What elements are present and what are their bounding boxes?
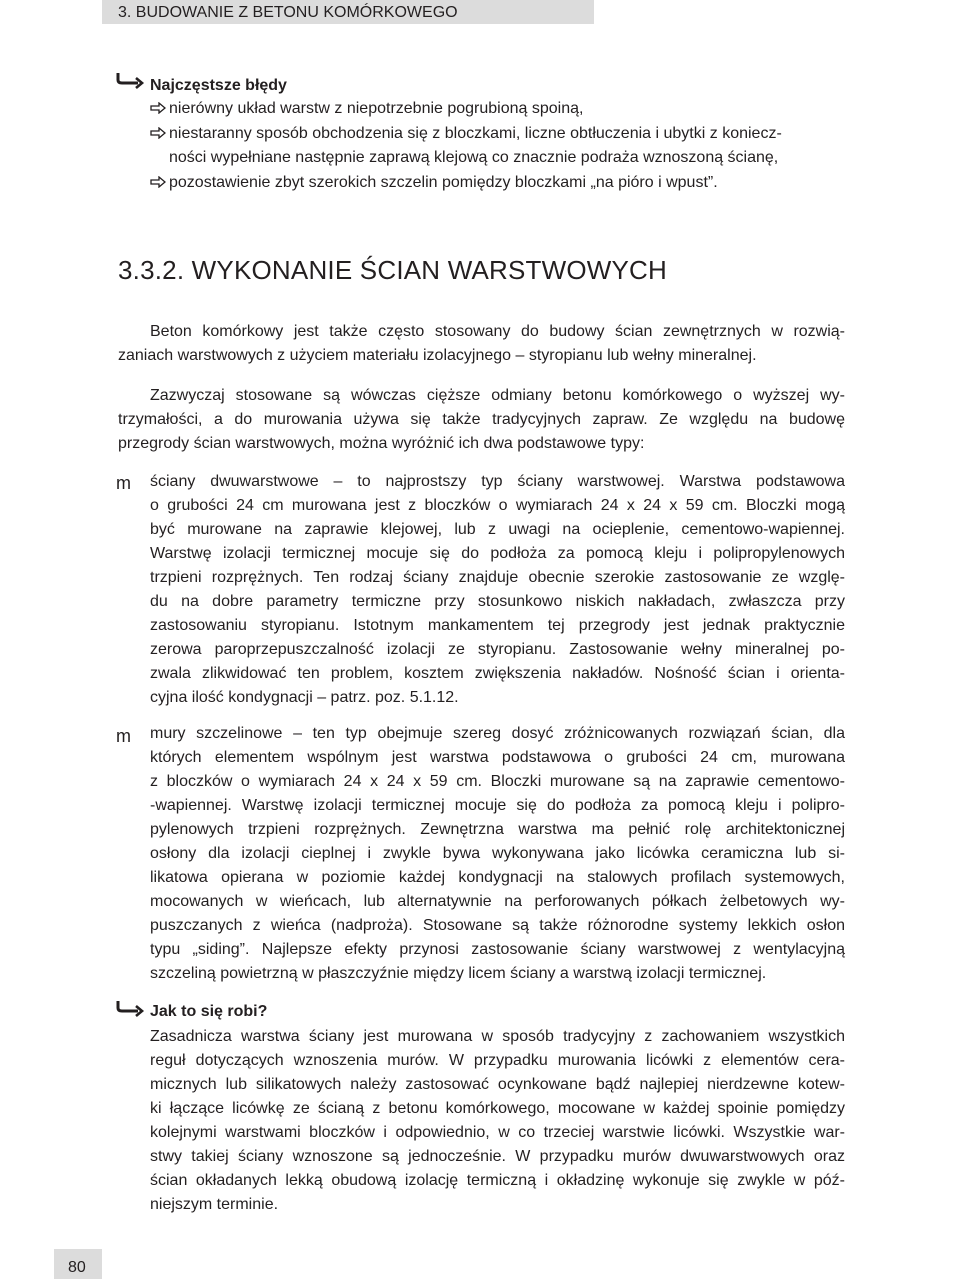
howto-title: Jak to się robi? xyxy=(150,1003,268,1020)
errors-box xyxy=(150,74,287,98)
bullet-marker: m xyxy=(116,473,131,493)
list-item: nierówny układ warstw z niepotrzebnie pogrubioną spoiną, xyxy=(150,97,782,122)
paragraph-types: Zazwyczaj stosowane są wówczas cięższe odmiany betonu komórkowego o wyższej wy- xyxy=(150,387,845,404)
chapter-header: 3. BUDOWANIE Z BETONU KOMÓRKOWEGO xyxy=(118,4,458,21)
bullet-two-layer-walls: ściany dwuwarstwowe – to najprostszy typ ściany warstwowej. Warstwa podstawowa o grubości 24 cm murowana jest z bloczków o wymiarach 24 x 24 x 59 cm. Bloczki mogą być murowane na zaprawie klejowej, lub z uwagi na ocieplenie, cementowo-wapiennej. Warstwę izolacji termicznej mocuje się do podłoża za pomocą kleju i polipropylenowych trzpieni rozprężnych. Ten rodzaj ściany znajduje obecnie szerokie zastosowanie ze wzglę- du na dobre parametry termiczne przy stosunkowo niskich nakładach, zwłaszcza przy zastosowaniu styropianu. Istotnym mankamentem tej przegrody jest jednak praktycznie zerowa paroprzepuszczalność izolacji ze styropianu. Zastosowanie wełny mineralnej po- zwala zlikwidować ten problem, kosztem zwiększenia nakładów. Nośność ścian i orienta- cyjna ilość kondygnacji – patrz. poz. 5.1.12. xyxy=(150,473,845,706)
errors-title: Najczęstsze błędy xyxy=(150,77,287,94)
list-item: pozostawienie zbyt szerokich szczelin pomiędzy bloczkami „na pióro i wpust”. xyxy=(150,171,782,196)
list-item: niestaranny sposób obchodzenia się z bloczkami, liczne obtłuczenia i ubytki z koniecz- xyxy=(150,122,782,147)
bullet-cavity-walls: mury szczelinowe – ten typ obejmuje szereg dosyć zróżnicowanych rozwiązań ścian, dla których elementem wspólnym jest warstwa podstawowa o grubości 24 cm, murowana z bloczków o wymiarach 24 x 24 x 59 cm. Bloczki murowane są na zaprawie cementowo- -wapiennej. Warstwę izolacji termicznej mocuje się do podłoża za pomocą kleju i polipro- pylenowych trzpieni rozprężnych. Zewnętrzna warstwa ma pełnić rolę architektonicznej osłony dla izolacji cieplnej i zwykle bywa wykonywana jako licówka ceramiczna lub si- likatowa opierana w poziomie każdej kondygnacji na stalowych profilach systemowych, mocowanych w wieńcach, lub alternatywnie na perforowanych półkach żelbetowych wy- puszczanych z wieńca (nadproża). Stosowane są także różnorodne systemy lekkich osłon typu „siding”. Najlepsze efekty przynosi zastosowanie ściany warstwowej z wentylacyjną szczeliną powietrzną w płaszczyźnie między licem ściany a warstwą izolacji termicznej. xyxy=(150,725,845,982)
outline-arrow-icon xyxy=(150,176,166,188)
paragraph-types-cont: trzymałości, a do murowania używa się także tradycyjnych zapraw. Ze względu na budowę przegrody ścian warstwowych, można wyróżnić ich dwa podstawowe typy: xyxy=(118,411,845,452)
page-number: 80 xyxy=(68,1259,86,1276)
outline-arrow-icon xyxy=(150,102,166,114)
howto-text: Zasadnicza warstwa ściany jest murowana w sposób tradycyjny z zachowaniem wszystkich reguł dotyczących wznoszenia murów. W przypadku murowania licówki z elementów cera- micznych lub silikatowych należy zastosować ocynkowane bądź najlepiej nierdzewne kotew- ki łączące licówkę ze ścianą z betonu komórkowego, mocowane w każdej spoinie pomiędzy kolejnymi warstwami bloczków i odpowiednio, w co trzeciej warstwie licówki. Wszystkie war- stwy takiej ściany wznoszone są jednocześnie. W przypadku murów dwuwarstwowych oraz ścian okładanych lekką obudową izolację termiczną i okładzinę wykonuje się zwykle w póź- niejszym terminie. xyxy=(150,1028,845,1213)
howto-box xyxy=(150,1000,267,1024)
hook-arrow-icon xyxy=(116,70,148,90)
hook-arrow-icon xyxy=(116,998,148,1018)
bullet-marker: m xyxy=(116,726,131,746)
list-item-continuation: ności wypełniane następnie zaprawą klejową co znacznie podraża wznoszoną ścianę, xyxy=(169,149,779,166)
paragraph-intro: Beton komórkowy jest także często stosowany do budowy ścian zewnętrznych w rozwią- xyxy=(150,323,845,340)
outline-arrow-icon xyxy=(150,127,166,139)
errors-list xyxy=(150,97,782,195)
paragraph-intro-cont: zaniach warstwowych z użyciem materiału izolacyjnego – styropianu lub wełny mineralnej. xyxy=(118,347,757,364)
section-title: 3.3.2. WYKONANIE ŚCIAN WARSTWOWYCH xyxy=(118,255,668,285)
